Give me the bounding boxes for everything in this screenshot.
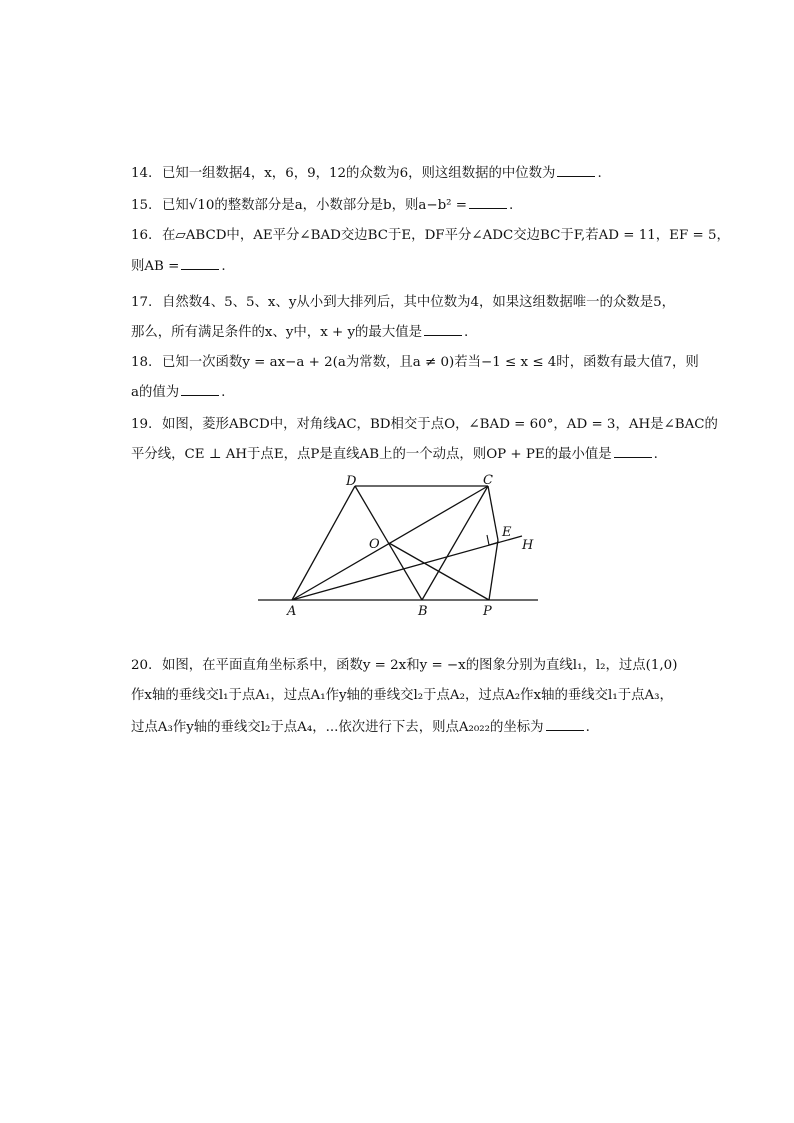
question-text: 已知一次函数y = ax−a + 2(a为常数，且a ≠ 0)若当−1 ≤ x ≤ 4时，函数有最大值7，则 bbox=[162, 355, 699, 370]
side-cb bbox=[422, 486, 488, 600]
question-text: 在▱ABCD中，AE平分∠BAD交边BC于E，DF平分∠ADC交边BC于F,若AD = 11，EF = 5， bbox=[162, 228, 730, 243]
question-number: 20. bbox=[131, 658, 153, 673]
question-number: 14. bbox=[131, 166, 153, 181]
question-text: 则AB = . bbox=[131, 254, 226, 280]
label-a: A bbox=[287, 604, 297, 619]
question-20-continued-2 bbox=[0, 715, 794, 741]
question-text: 过点A₃作y轴的垂线交l₂于点A₄，...依次进行下去，则点A₂₀₂₂的坐标为 . bbox=[131, 715, 590, 741]
question-number: 16. bbox=[131, 228, 153, 243]
question-20 bbox=[0, 653, 794, 679]
question-text: 已知√10的整数部分是a，小数部分是b，则a−b² = . bbox=[162, 193, 513, 219]
question-text: 如图，在平面直角坐标系中，函数y = 2x和y = −x的图象分别为直线l₁，l₂，过点(1,0) bbox=[162, 658, 678, 673]
segment-ce bbox=[488, 486, 498, 540]
diagonal-bd bbox=[355, 486, 422, 600]
question-number: 19. bbox=[131, 417, 153, 432]
question-20-continued-1 bbox=[0, 683, 794, 709]
label-d: D bbox=[346, 474, 357, 489]
segment-op bbox=[389, 543, 489, 600]
question-text: 作x轴的垂线交l₁于点A₁，过点A₁作y轴的垂线交l₂于点A₂，过点A₂作x轴的垂线交l₁于点A₃， bbox=[131, 688, 673, 703]
side-ad bbox=[292, 486, 355, 600]
segment-ep bbox=[489, 540, 498, 600]
question-text: 自然数4、5、5、x、y从小到大排列后，其中位数为4，如果这组数据唯一的众数是5， bbox=[162, 295, 675, 310]
question-text: 已知一组数据4，x，6，9，12的众数为6，则这组数据的中位数为 . bbox=[162, 161, 602, 187]
question-number: 18. bbox=[131, 355, 153, 370]
label-e: E bbox=[502, 525, 512, 540]
question-text: 那么，所有满足条件的x、y中，x + y的最大值是 . bbox=[131, 320, 468, 346]
label-o: O bbox=[369, 537, 380, 552]
label-p: P bbox=[483, 604, 492, 619]
label-c: C bbox=[483, 473, 493, 488]
question-text: a的值为 . bbox=[131, 380, 225, 406]
bisector-ah bbox=[292, 536, 522, 600]
question-number: 17. bbox=[131, 295, 153, 310]
label-b: B bbox=[418, 604, 428, 619]
answer-blank[interactable] bbox=[546, 717, 584, 731]
label-h: H bbox=[522, 538, 534, 553]
question-text: 平分线，CE ⊥ AH于点E，点P是直线AB上的一个动点，则OP + PE的最小值是 . bbox=[131, 442, 658, 468]
question-text: 如图，菱形ABCD中，对角线AC，BD相交于点O，∠BAD = 60°，AD = 3，AH是∠BAC的 bbox=[162, 417, 718, 432]
question-number: 15. bbox=[131, 198, 153, 213]
